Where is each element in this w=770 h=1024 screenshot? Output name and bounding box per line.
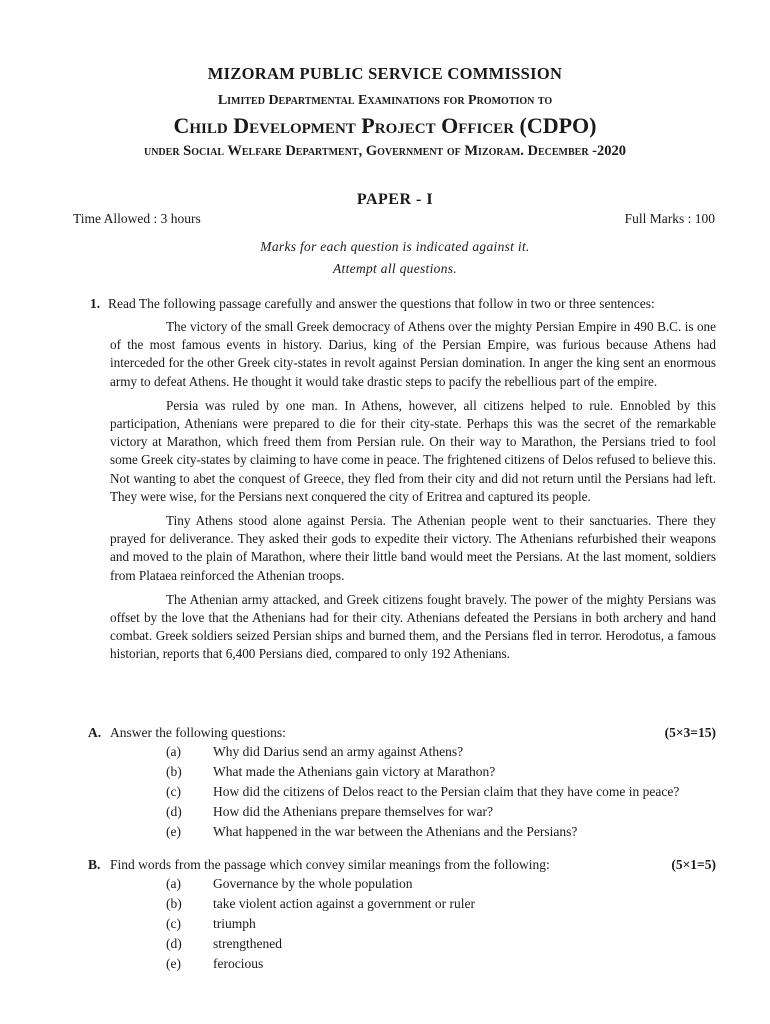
- department-line: under Social Welfare Department, Government of Mizoram. December -2020: [143, 143, 627, 159]
- section-stem: Find words from the passage which convey similar meanings from the following:: [110, 857, 550, 872]
- reading-passage: [110, 318, 716, 670]
- commission-title: MIZORAM PUBLIC SERVICE COMMISSION: [207, 64, 563, 83]
- section-letter: A.: [88, 725, 102, 740]
- instruction-marks: Marks for each question is indicated against it.: [260, 239, 530, 254]
- section-marks: (5×1=5): [671, 857, 716, 872]
- passage-paragraph: The Athenian army attacked, and Greek citizens fought bravely. The power of the mighty Persians was offset by the love that the Athenians had for their city. Athenians defeated the Persians in both archery and hand combat. Greek soldiers seized Persian ships and burned them, and the Persians fled in terror. Herodotus, a famous historian, reports that 6,400 Persians died, compared to only 192 Athenians.: [110, 591, 716, 662]
- item-text: strengthened: [213, 936, 282, 951]
- full-marks: Full Marks : 100: [624, 211, 715, 226]
- question-number: 1.: [90, 296, 101, 311]
- item-text: How did the Athenians prepare themselves for war?: [213, 804, 494, 819]
- item-text: What made the Athenians gain victory at Marathon?: [213, 764, 496, 779]
- passage-paragraph: Persia was ruled by one man. In Athens, however, all citizens helped to rule. Ennobled by this participation, Athenians were prepared to die for their city-state. Perhaps this was the secret of the remarkable victory at Marathon, which freed them from Persian rule. On their way to Marathon, the Persians tried to fool some Greek city-states by claiming to have come in peace. The frightened citizens of Delos refused to believe this. Not wanting to abet the conquest of Greece, they fled from their city and did not return until the Persians had left. They were wise, for the Persians next conquered the city of Eritrea and captured its people.: [110, 397, 716, 504]
- item-label: (a): [166, 876, 181, 891]
- item-label: (b): [166, 896, 182, 911]
- exam-line: Limited Departmental Examinations for Promotion to: [217, 93, 553, 108]
- paper-title: PAPER - I: [356, 191, 434, 208]
- item-label: (d): [166, 936, 182, 951]
- item-label: (b): [166, 764, 182, 779]
- section-stem: Answer the following questions:: [110, 725, 286, 740]
- passage-paragraph: The victory of the small Greek democracy of Athens over the mighty Persian Empire in 490 B.C. is one of the most famous events in history. Darius, king of the Persian Empire, was furious because Athens had interceded for the other Greek city-states in revolt against Persian domination. In anger the king sent an enormous army to defeat Athens. He thought it would take drastic steps to pacify the rebellious part of the empire.: [110, 319, 716, 389]
- post-title: Child Development Project Officer (CDPO): [173, 113, 597, 138]
- item-text: Why did Darius send an army against Athens?: [213, 744, 464, 759]
- item-label: (e): [166, 824, 181, 839]
- item-label: (c): [166, 784, 181, 799]
- section-marks: (5×3=15): [664, 725, 716, 740]
- item-label: (a): [166, 744, 181, 759]
- item-text: triumph: [213, 916, 256, 931]
- instruction-attempt: Attempt all questions.: [333, 261, 457, 276]
- item-label: (c): [166, 916, 181, 931]
- item-label: (d): [166, 804, 182, 819]
- item-text: ferocious: [213, 956, 264, 971]
- item-text: How did the citizens of Delos react to the Persian claim that they have come in peace?: [213, 784, 680, 799]
- time-allowed: Time Allowed : 3 hours: [73, 211, 201, 226]
- item-text: What happened in the war between the Athenians and the Persians?: [213, 824, 578, 839]
- section-letter: B.: [88, 857, 101, 872]
- item-text: Governance by the whole population: [213, 876, 413, 891]
- item-text: take violent action against a government or ruler: [213, 896, 476, 911]
- item-label: (e): [166, 956, 181, 971]
- passage-paragraph: Tiny Athens stood alone against Persia. The Athenian people went to their sanctuaries. There they prayed for deliverance. They asked their gods to expedite their victory. The Athenians refurbished their weapons and moved to the plain of Marathon, where their little band would meet the Persians. At the last moment, soldiers from Plataea reinforced the Athenian troops.: [110, 513, 716, 583]
- question-text: Read The following passage carefully and answer the questions that follow in two or three sentences:: [108, 296, 655, 311]
